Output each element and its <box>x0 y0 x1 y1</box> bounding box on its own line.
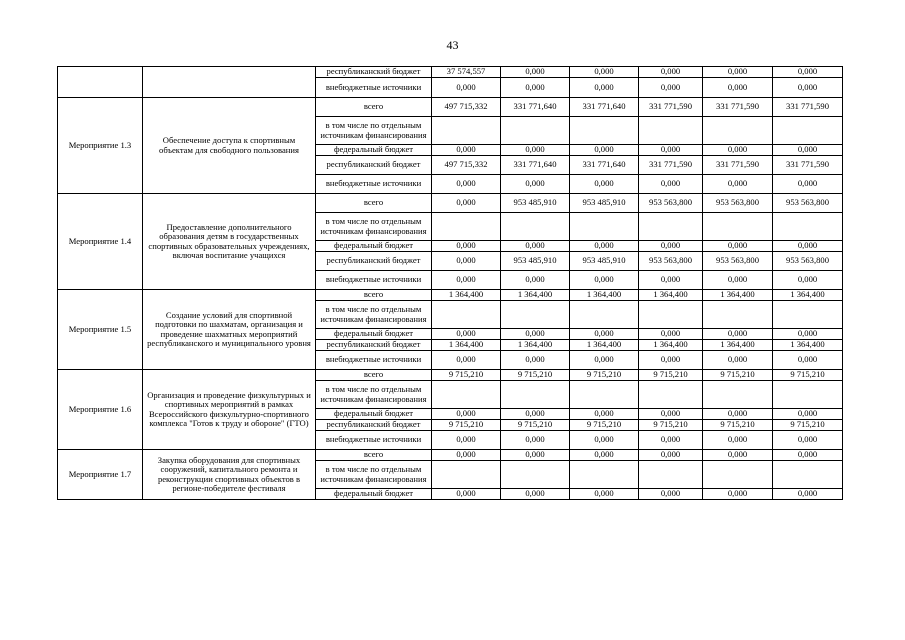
amount-cell: 0,000 <box>639 351 703 370</box>
amount-cell: 37 574,557 <box>432 67 501 78</box>
table-row <box>58 290 843 301</box>
measure-description: Предоставление дополнительного образования детям в государственных спортивных образовательных учреждениях, включая воспитание учащихся <box>143 194 316 290</box>
amount-cell: 0,000 <box>432 409 501 420</box>
amount-cell <box>501 381 570 409</box>
table-row <box>58 370 843 381</box>
amount-cell <box>639 213 703 241</box>
amount-cell: 0,000 <box>773 329 843 340</box>
amount-cell: 0,000 <box>432 241 501 252</box>
measure-description: Организация и проведение физкультурных и спортивных мероприятий в рамках Всероссийского физкультурно-спортивного комплекса "Готов к труду и обороне" (ГТО) <box>143 370 316 450</box>
amount-cell: 0,000 <box>432 175 501 194</box>
amount-cell: 0,000 <box>703 450 773 461</box>
amount-cell: 1 364,400 <box>432 290 501 301</box>
amount-cell: 0,000 <box>639 175 703 194</box>
budget-table-body <box>58 67 843 500</box>
amount-cell: 1 364,400 <box>639 290 703 301</box>
funding-source: в том числе по отдельным источникам финансирования <box>316 381 432 409</box>
amount-cell: 0,000 <box>501 431 570 450</box>
amount-cell <box>570 213 639 241</box>
amount-cell: 0,000 <box>773 175 843 194</box>
amount-cell: 953 485,910 <box>570 252 639 271</box>
amount-cell <box>773 213 843 241</box>
amount-cell: 9 715,210 <box>432 420 501 431</box>
amount-cell: 9 715,210 <box>703 420 773 431</box>
amount-cell: 9 715,210 <box>773 370 843 381</box>
measure-description: Закупка оборудования для спортивных сооружений, капитального ремонта и реконструкции спортивных объектов в регионе-победителе фестиваля <box>143 450 316 500</box>
amount-cell: 0,000 <box>432 329 501 340</box>
amount-cell: 1 364,400 <box>570 340 639 351</box>
amount-cell <box>703 381 773 409</box>
measure-name: Мероприятие 1.4 <box>58 194 143 290</box>
amount-cell <box>703 301 773 329</box>
funding-source: всего <box>316 194 432 213</box>
amount-cell: 0,000 <box>639 78 703 98</box>
amount-cell: 0,000 <box>501 241 570 252</box>
amount-cell <box>432 301 501 329</box>
amount-cell: 0,000 <box>432 252 501 271</box>
amount-cell: 953 563,800 <box>773 252 843 271</box>
amount-cell: 0,000 <box>773 241 843 252</box>
amount-cell <box>773 301 843 329</box>
amount-cell: 0,000 <box>570 489 639 500</box>
amount-cell: 0,000 <box>703 409 773 420</box>
amount-cell: 0,000 <box>703 351 773 370</box>
amount-cell: 0,000 <box>432 489 501 500</box>
amount-cell: 9 715,210 <box>501 370 570 381</box>
amount-cell: 0,000 <box>703 271 773 290</box>
measure-name: Мероприятие 1.3 <box>58 98 143 194</box>
amount-cell <box>639 301 703 329</box>
amount-cell: 331 771,590 <box>703 156 773 175</box>
amount-cell: 9 715,210 <box>639 420 703 431</box>
amount-cell: 497 715,332 <box>432 156 501 175</box>
amount-cell: 0,000 <box>570 67 639 78</box>
measure-description <box>143 67 316 98</box>
funding-source: внебюджетные источники <box>316 271 432 290</box>
amount-cell: 0,000 <box>570 351 639 370</box>
amount-cell: 0,000 <box>501 271 570 290</box>
funding-source: республиканский бюджет <box>316 252 432 271</box>
amount-cell: 0,000 <box>639 431 703 450</box>
amount-cell <box>703 213 773 241</box>
table-row <box>58 67 843 78</box>
amount-cell <box>639 461 703 489</box>
amount-cell: 497 715,332 <box>432 98 501 117</box>
amount-cell: 331 771,590 <box>703 98 773 117</box>
amount-cell: 9 715,210 <box>501 420 570 431</box>
page-number: 43 <box>446 38 459 52</box>
amount-cell: 331 771,640 <box>501 98 570 117</box>
amount-cell: 0,000 <box>773 351 843 370</box>
measure-description: Создание условий для спортивной подготовки по шахматам, организация и проведение шахматных мероприятий республиканского и муниципального уровня <box>143 290 316 370</box>
amount-cell: 0,000 <box>432 431 501 450</box>
amount-cell: 0,000 <box>703 489 773 500</box>
amount-cell: 9 715,210 <box>773 420 843 431</box>
amount-cell: 9 715,210 <box>639 370 703 381</box>
amount-cell: 1 364,400 <box>432 340 501 351</box>
amount-cell <box>501 213 570 241</box>
funding-source: республиканский бюджет <box>316 420 432 431</box>
amount-cell: 0,000 <box>703 67 773 78</box>
amount-cell <box>570 381 639 409</box>
amount-cell: 0,000 <box>703 431 773 450</box>
funding-source: внебюджетные источники <box>316 78 432 98</box>
amount-cell: 0,000 <box>773 67 843 78</box>
funding-source: республиканский бюджет <box>316 156 432 175</box>
funding-source: внебюджетные источники <box>316 175 432 194</box>
amount-cell: 9 715,210 <box>570 370 639 381</box>
amount-cell: 0,000 <box>703 78 773 98</box>
amount-cell: 0,000 <box>639 409 703 420</box>
amount-cell: 1 364,400 <box>703 290 773 301</box>
amount-cell <box>639 117 703 145</box>
amount-cell <box>432 117 501 145</box>
amount-cell <box>570 461 639 489</box>
amount-cell: 331 771,590 <box>639 156 703 175</box>
funding-source: всего <box>316 98 432 117</box>
funding-source: внебюджетные источники <box>316 431 432 450</box>
amount-cell <box>570 301 639 329</box>
amount-cell: 0,000 <box>501 78 570 98</box>
amount-cell <box>773 461 843 489</box>
amount-cell <box>501 301 570 329</box>
funding-source: федеральный бюджет <box>316 241 432 252</box>
amount-cell: 0,000 <box>570 78 639 98</box>
amount-cell: 331 771,590 <box>639 98 703 117</box>
amount-cell: 0,000 <box>501 450 570 461</box>
amount-cell <box>703 461 773 489</box>
funding-source: в том числе по отдельным источникам финансирования <box>316 301 432 329</box>
amount-cell: 953 485,910 <box>501 194 570 213</box>
amount-cell: 0,000 <box>570 145 639 156</box>
amount-cell <box>501 117 570 145</box>
amount-cell: 1 364,400 <box>773 340 843 351</box>
amount-cell: 9 715,210 <box>570 420 639 431</box>
amount-cell: 331 771,640 <box>501 156 570 175</box>
funding-source: федеральный бюджет <box>316 489 432 500</box>
amount-cell <box>501 461 570 489</box>
funding-source: республиканский бюджет <box>316 340 432 351</box>
amount-cell: 1 364,400 <box>570 290 639 301</box>
table-row <box>58 450 843 461</box>
amount-cell: 0,000 <box>773 78 843 98</box>
amount-cell: 953 563,800 <box>703 252 773 271</box>
budget-table <box>57 66 843 500</box>
amount-cell <box>570 117 639 145</box>
amount-cell: 953 563,800 <box>773 194 843 213</box>
funding-source: федеральный бюджет <box>316 329 432 340</box>
measure-description: Обеспечение доступа к спортивным объектам для свободного пользования <box>143 98 316 194</box>
amount-cell: 331 771,590 <box>773 156 843 175</box>
funding-source: всего <box>316 290 432 301</box>
amount-cell <box>773 381 843 409</box>
amount-cell: 0,000 <box>773 409 843 420</box>
funding-source: в том числе по отдельным источникам финансирования <box>316 461 432 489</box>
amount-cell: 1 364,400 <box>773 290 843 301</box>
amount-cell: 0,000 <box>570 409 639 420</box>
amount-cell: 953 563,800 <box>639 252 703 271</box>
amount-cell: 0,000 <box>639 145 703 156</box>
amount-cell: 0,000 <box>432 271 501 290</box>
measure-name <box>58 67 143 98</box>
amount-cell: 0,000 <box>773 145 843 156</box>
amount-cell: 0,000 <box>432 450 501 461</box>
amount-cell: 0,000 <box>501 145 570 156</box>
measure-name: Мероприятие 1.5 <box>58 290 143 370</box>
amount-cell: 0,000 <box>501 489 570 500</box>
funding-source: внебюджетные источники <box>316 351 432 370</box>
amount-cell: 0,000 <box>570 450 639 461</box>
amount-cell: 0,000 <box>703 175 773 194</box>
funding-source: в том числе по отдельным источникам финансирования <box>316 117 432 145</box>
amount-cell: 0,000 <box>570 175 639 194</box>
amount-cell: 0,000 <box>432 145 501 156</box>
amount-cell: 0,000 <box>501 351 570 370</box>
amount-cell: 0,000 <box>703 241 773 252</box>
amount-cell: 0,000 <box>432 351 501 370</box>
amount-cell <box>639 381 703 409</box>
amount-cell: 0,000 <box>773 489 843 500</box>
amount-cell <box>773 117 843 145</box>
amount-cell <box>432 213 501 241</box>
funding-source: всего <box>316 450 432 461</box>
amount-cell: 1 364,400 <box>501 290 570 301</box>
amount-cell: 953 563,800 <box>639 194 703 213</box>
amount-cell: 0,000 <box>501 175 570 194</box>
amount-cell: 0,000 <box>501 409 570 420</box>
amount-cell <box>432 461 501 489</box>
amount-cell: 953 485,910 <box>501 252 570 271</box>
amount-cell: 953 563,800 <box>703 194 773 213</box>
funding-source: федеральный бюджет <box>316 409 432 420</box>
amount-cell: 0,000 <box>639 67 703 78</box>
amount-cell: 1 364,400 <box>703 340 773 351</box>
amount-cell: 0,000 <box>570 271 639 290</box>
amount-cell: 0,000 <box>639 271 703 290</box>
amount-cell: 331 771,640 <box>570 156 639 175</box>
table-row <box>58 98 843 117</box>
amount-cell: 0,000 <box>639 329 703 340</box>
amount-cell: 0,000 <box>773 271 843 290</box>
amount-cell: 0,000 <box>703 329 773 340</box>
amount-cell: 0,000 <box>773 450 843 461</box>
amount-cell: 0,000 <box>501 329 570 340</box>
funding-source: федеральный бюджет <box>316 145 432 156</box>
amount-cell: 0,000 <box>432 78 501 98</box>
amount-cell: 0,000 <box>639 241 703 252</box>
amount-cell: 0,000 <box>501 67 570 78</box>
amount-cell: 0,000 <box>639 450 703 461</box>
amount-cell: 1 364,400 <box>639 340 703 351</box>
amount-cell: 0,000 <box>570 241 639 252</box>
funding-source: республиканский бюджет <box>316 67 432 78</box>
measure-name: Мероприятие 1.6 <box>58 370 143 450</box>
amount-cell: 953 485,910 <box>570 194 639 213</box>
amount-cell: 0,000 <box>570 329 639 340</box>
measure-name: Мероприятие 1.7 <box>58 450 143 500</box>
amount-cell: 0,000 <box>570 431 639 450</box>
amount-cell: 331 771,590 <box>773 98 843 117</box>
amount-cell: 9 715,210 <box>703 370 773 381</box>
amount-cell <box>703 117 773 145</box>
amount-cell: 0,000 <box>703 145 773 156</box>
table-row <box>58 194 843 213</box>
amount-cell: 9 715,210 <box>432 370 501 381</box>
funding-source: всего <box>316 370 432 381</box>
amount-cell: 0,000 <box>773 431 843 450</box>
amount-cell: 1 364,400 <box>501 340 570 351</box>
amount-cell <box>432 381 501 409</box>
amount-cell: 0,000 <box>432 194 501 213</box>
funding-source: в том числе по отдельным источникам финансирования <box>316 213 432 241</box>
amount-cell: 0,000 <box>639 489 703 500</box>
amount-cell: 331 771,640 <box>570 98 639 117</box>
